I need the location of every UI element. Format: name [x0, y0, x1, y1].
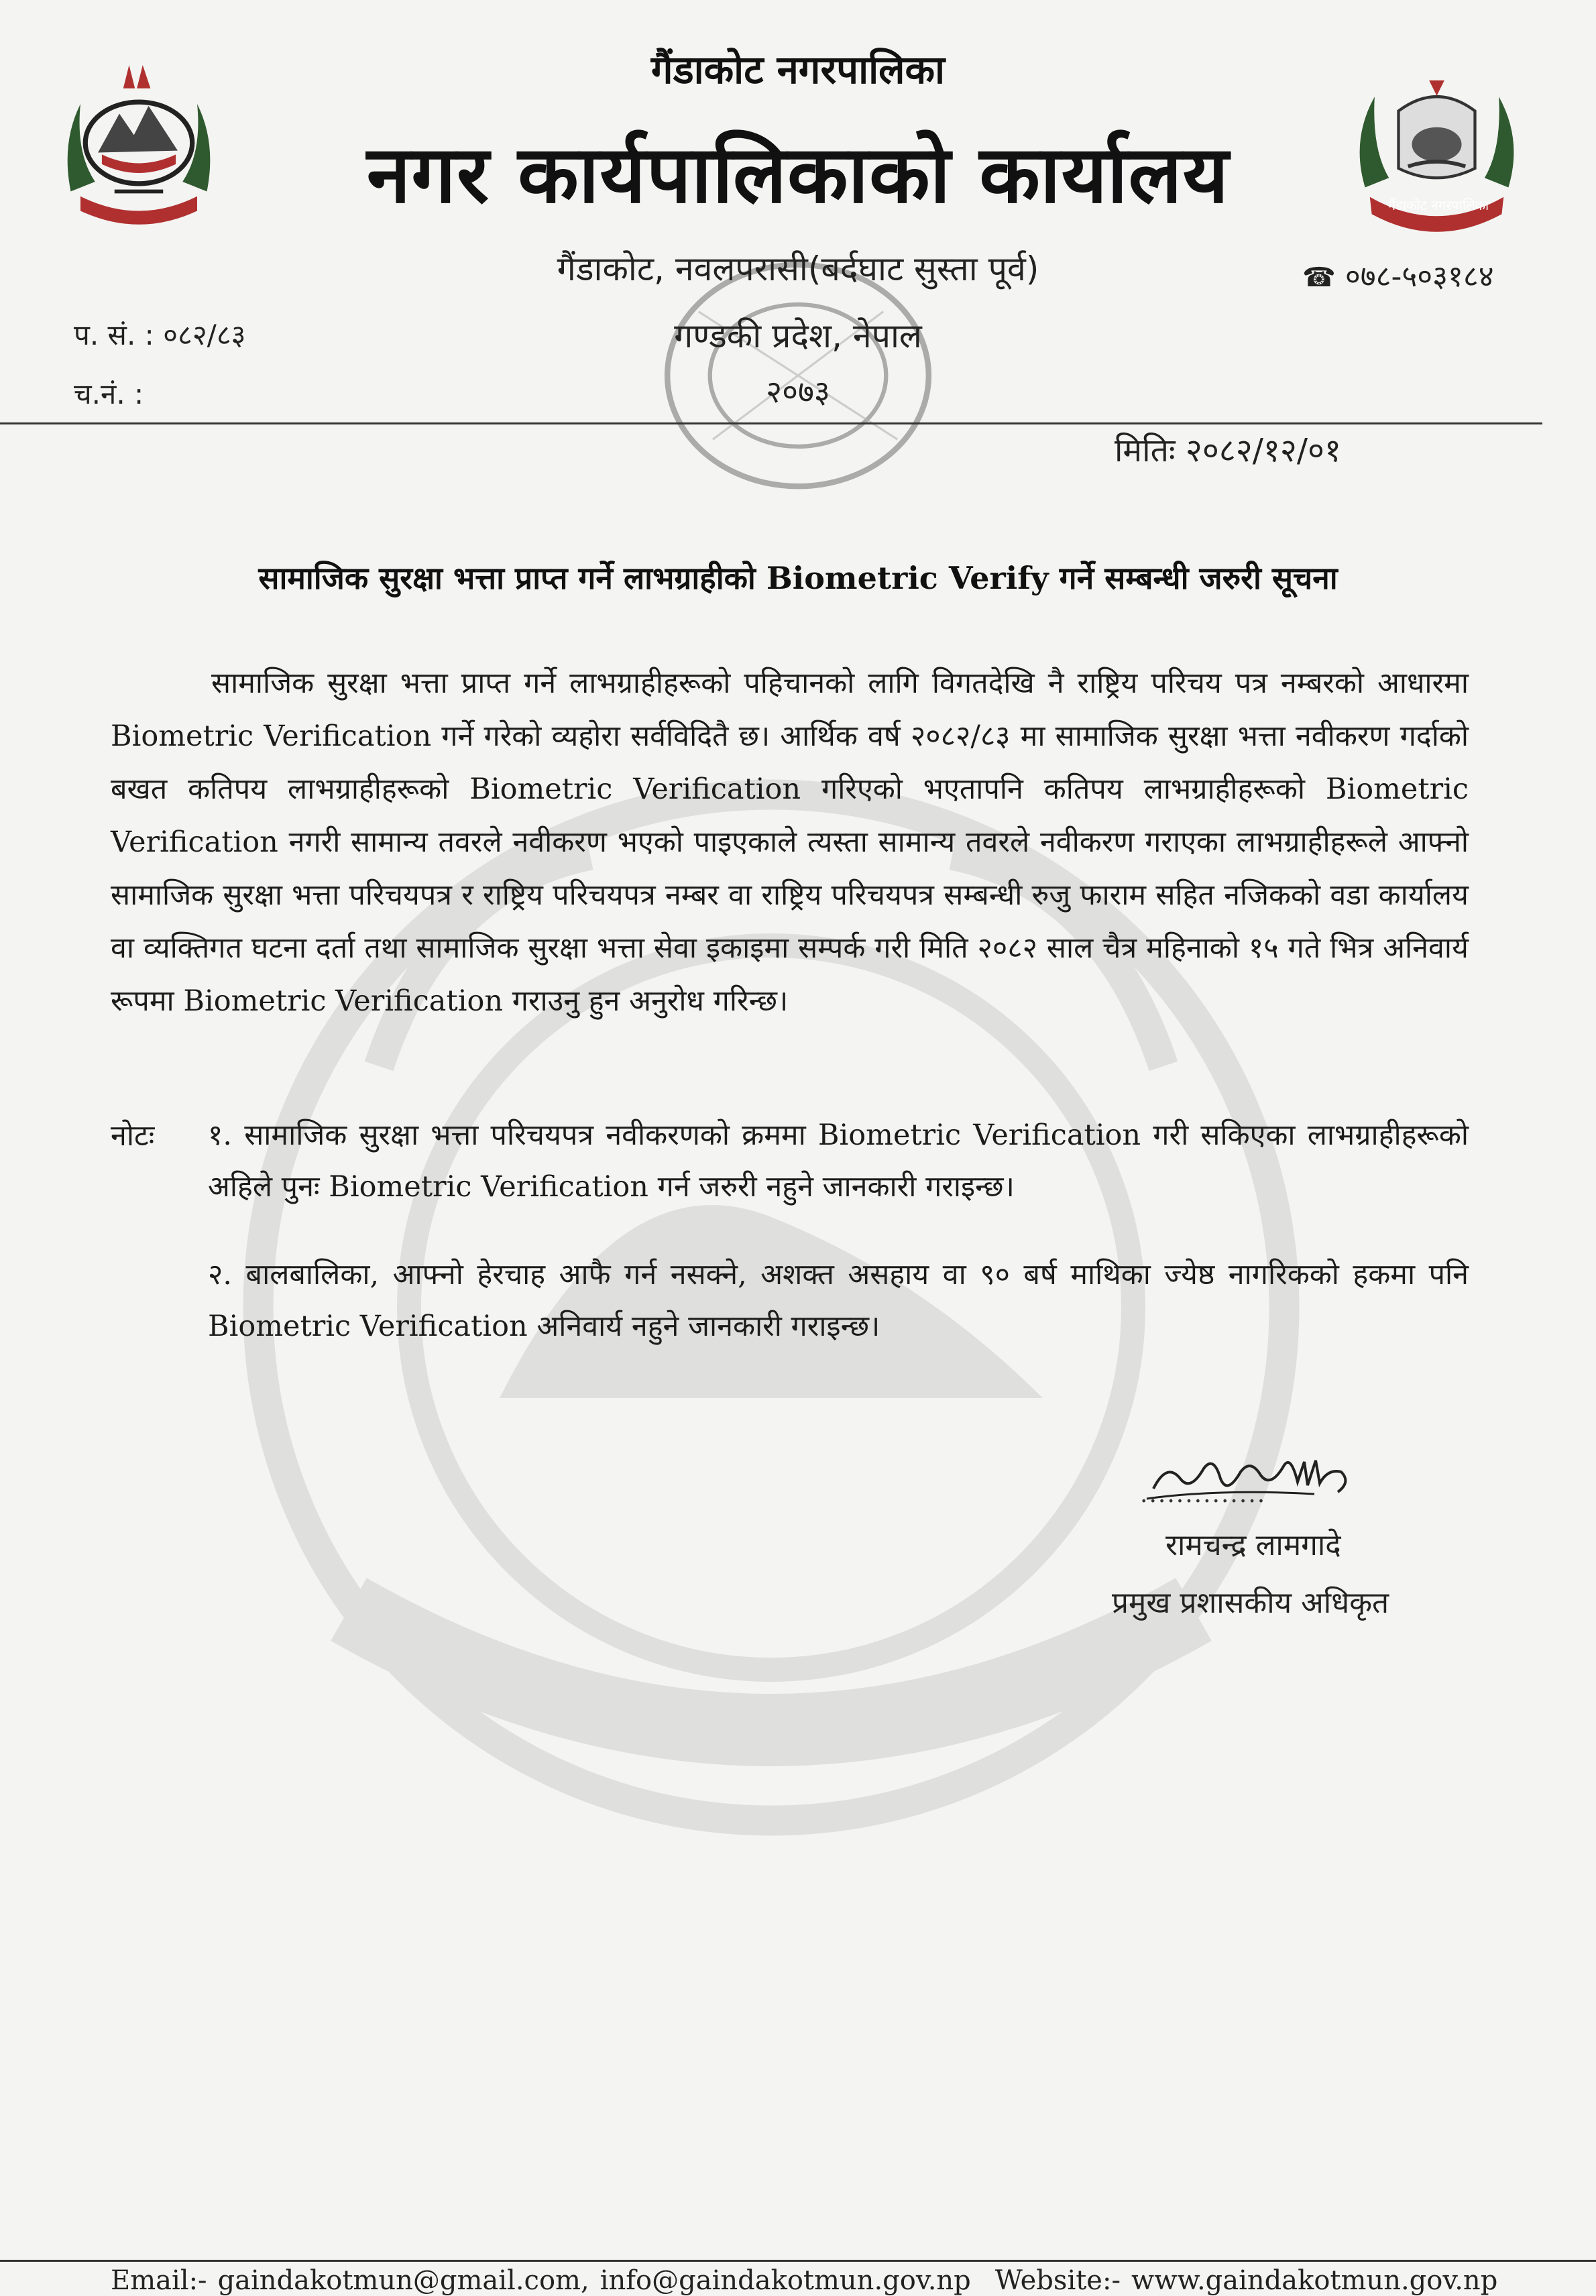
footer-email-1[interactable]: gaindakotmun@gmail.com, — [217, 2265, 589, 2296]
office-phone — [1302, 255, 1494, 295]
notice-date: मितिः २०८२/१२/०१ — [1115, 432, 1341, 469]
reference-number: प. सं. : ०८२/८३ — [74, 319, 246, 351]
footer-contact — [111, 2265, 1586, 2296]
dispatch-number: च.नं. : — [74, 378, 144, 410]
signatory-title: प्रमुख प्रशासकीय अधिकृत — [1112, 1586, 1389, 1620]
signatory-name: रामचन्द्र लामगादे — [1165, 1528, 1341, 1562]
office-province: गण्डकी प्रदेश, नेपाल — [674, 317, 922, 355]
footer-email-label: Email:- — [111, 2265, 207, 2296]
note-item-2: २. बालबालिका, आफ्नो हेरचाह आफै गर्न नसक्ने, अशक्त असहाय वा ९० बर्ष माथिका ज्येष्ठ नागरिकको हकमा पनि Biometric Verification अनिवार्य नहुने जानकारी गराइन्छ। — [208, 1258, 1469, 1343]
established-year: २०७३ — [766, 374, 830, 410]
header-divider — [0, 422, 1542, 424]
notice-subject: सामाजिक सुरक्षा भत्ता प्राप्त गर्ने लाभग्राहीको Biometric Verify गर्ने सम्बन्धी जरुरी सूचना — [258, 560, 1338, 596]
footer-website-label: Website:- — [994, 2265, 1121, 2296]
note-item-1: १. सामाजिक सुरक्षा भत्ता परिचयपत्र नवीकरणको क्रममा Biometric Verification गरी सकिएका लाभग्राहीहरूको अहिले पुनः Biometric Verification गर्न जरुरी नहुने जानकारी गराइन्छ। — [208, 1118, 1469, 1204]
right-logo-text: गैंडाकोट नगरपालिका — [1387, 197, 1489, 213]
footer-divider — [0, 2260, 1596, 2262]
phone-number: ०७८-५०३१८४ — [1345, 260, 1494, 294]
footer-website[interactable]: www.gaindakotmun.gov.np — [1131, 2265, 1498, 2296]
telephone-icon: ☎ — [1302, 262, 1336, 293]
office-title: नगर कार्यपालिकाको कार्यालय — [366, 128, 1230, 221]
office-address: गैंडाकोट, नवलपरासी(बर्दघाट सुस्ता पूर्व) — [557, 249, 1039, 288]
signature-dots: .............. — [1140, 1481, 1267, 1508]
notice-body: सामाजिक सुरक्षा भत्ता प्राप्त गर्ने लाभग्राहीहरूको पहिचानको लागि विगतदेखि नै राष्ट्रिय परिचय पत्र नम्बरको आधारमा Biometric Verification गर्ने गरेको व्यहोरा सर्वविदितै छ। आर्थिक वर्ष २०८२/८३ मा सामाजिक सुरक्षा भत्ता नवीकरण गर्दाको बखत कतिपय लाभग्राहीहरूको Biometric Verification गरिएको भएतापनि कतिपय लाभग्राहीहरूको Biometric Verification नगरी सामान्य तवरले नवीकरण भएको पाइएकाले त्यस्ता सामान्य तवरले नवीकरण गराएका लाभग्राहीहरूले आफ्नो सामाजिक सुरक्षा भत्ता परिचयपत्र र राष्ट्रिय परिचयपत्र नम्बर वा राष्ट्रिय परिचयपत्र सम्बन्धी रुजु फाराम सहित नजिकको वडा कार्यालय वा व्यक्तिगत घटना दर्ता तथा सामाजिक सुरक्षा भत्ता सेवा इकाइमा सम्पर्क गरी मिति २०८२ साल चैत्र महिनाको १५ गते भित्र अनिवार्य रूपमा Biometric Verification गराउनु हुन अनुरोध गरिन्छ। — [111, 667, 1469, 1018]
note-label: नोटः — [111, 1119, 155, 1153]
municipality-name: गैंडाकोट नगरपालिका — [650, 47, 946, 93]
footer-email-2[interactable]: info@gaindakotmun.gov.np — [600, 2265, 971, 2296]
